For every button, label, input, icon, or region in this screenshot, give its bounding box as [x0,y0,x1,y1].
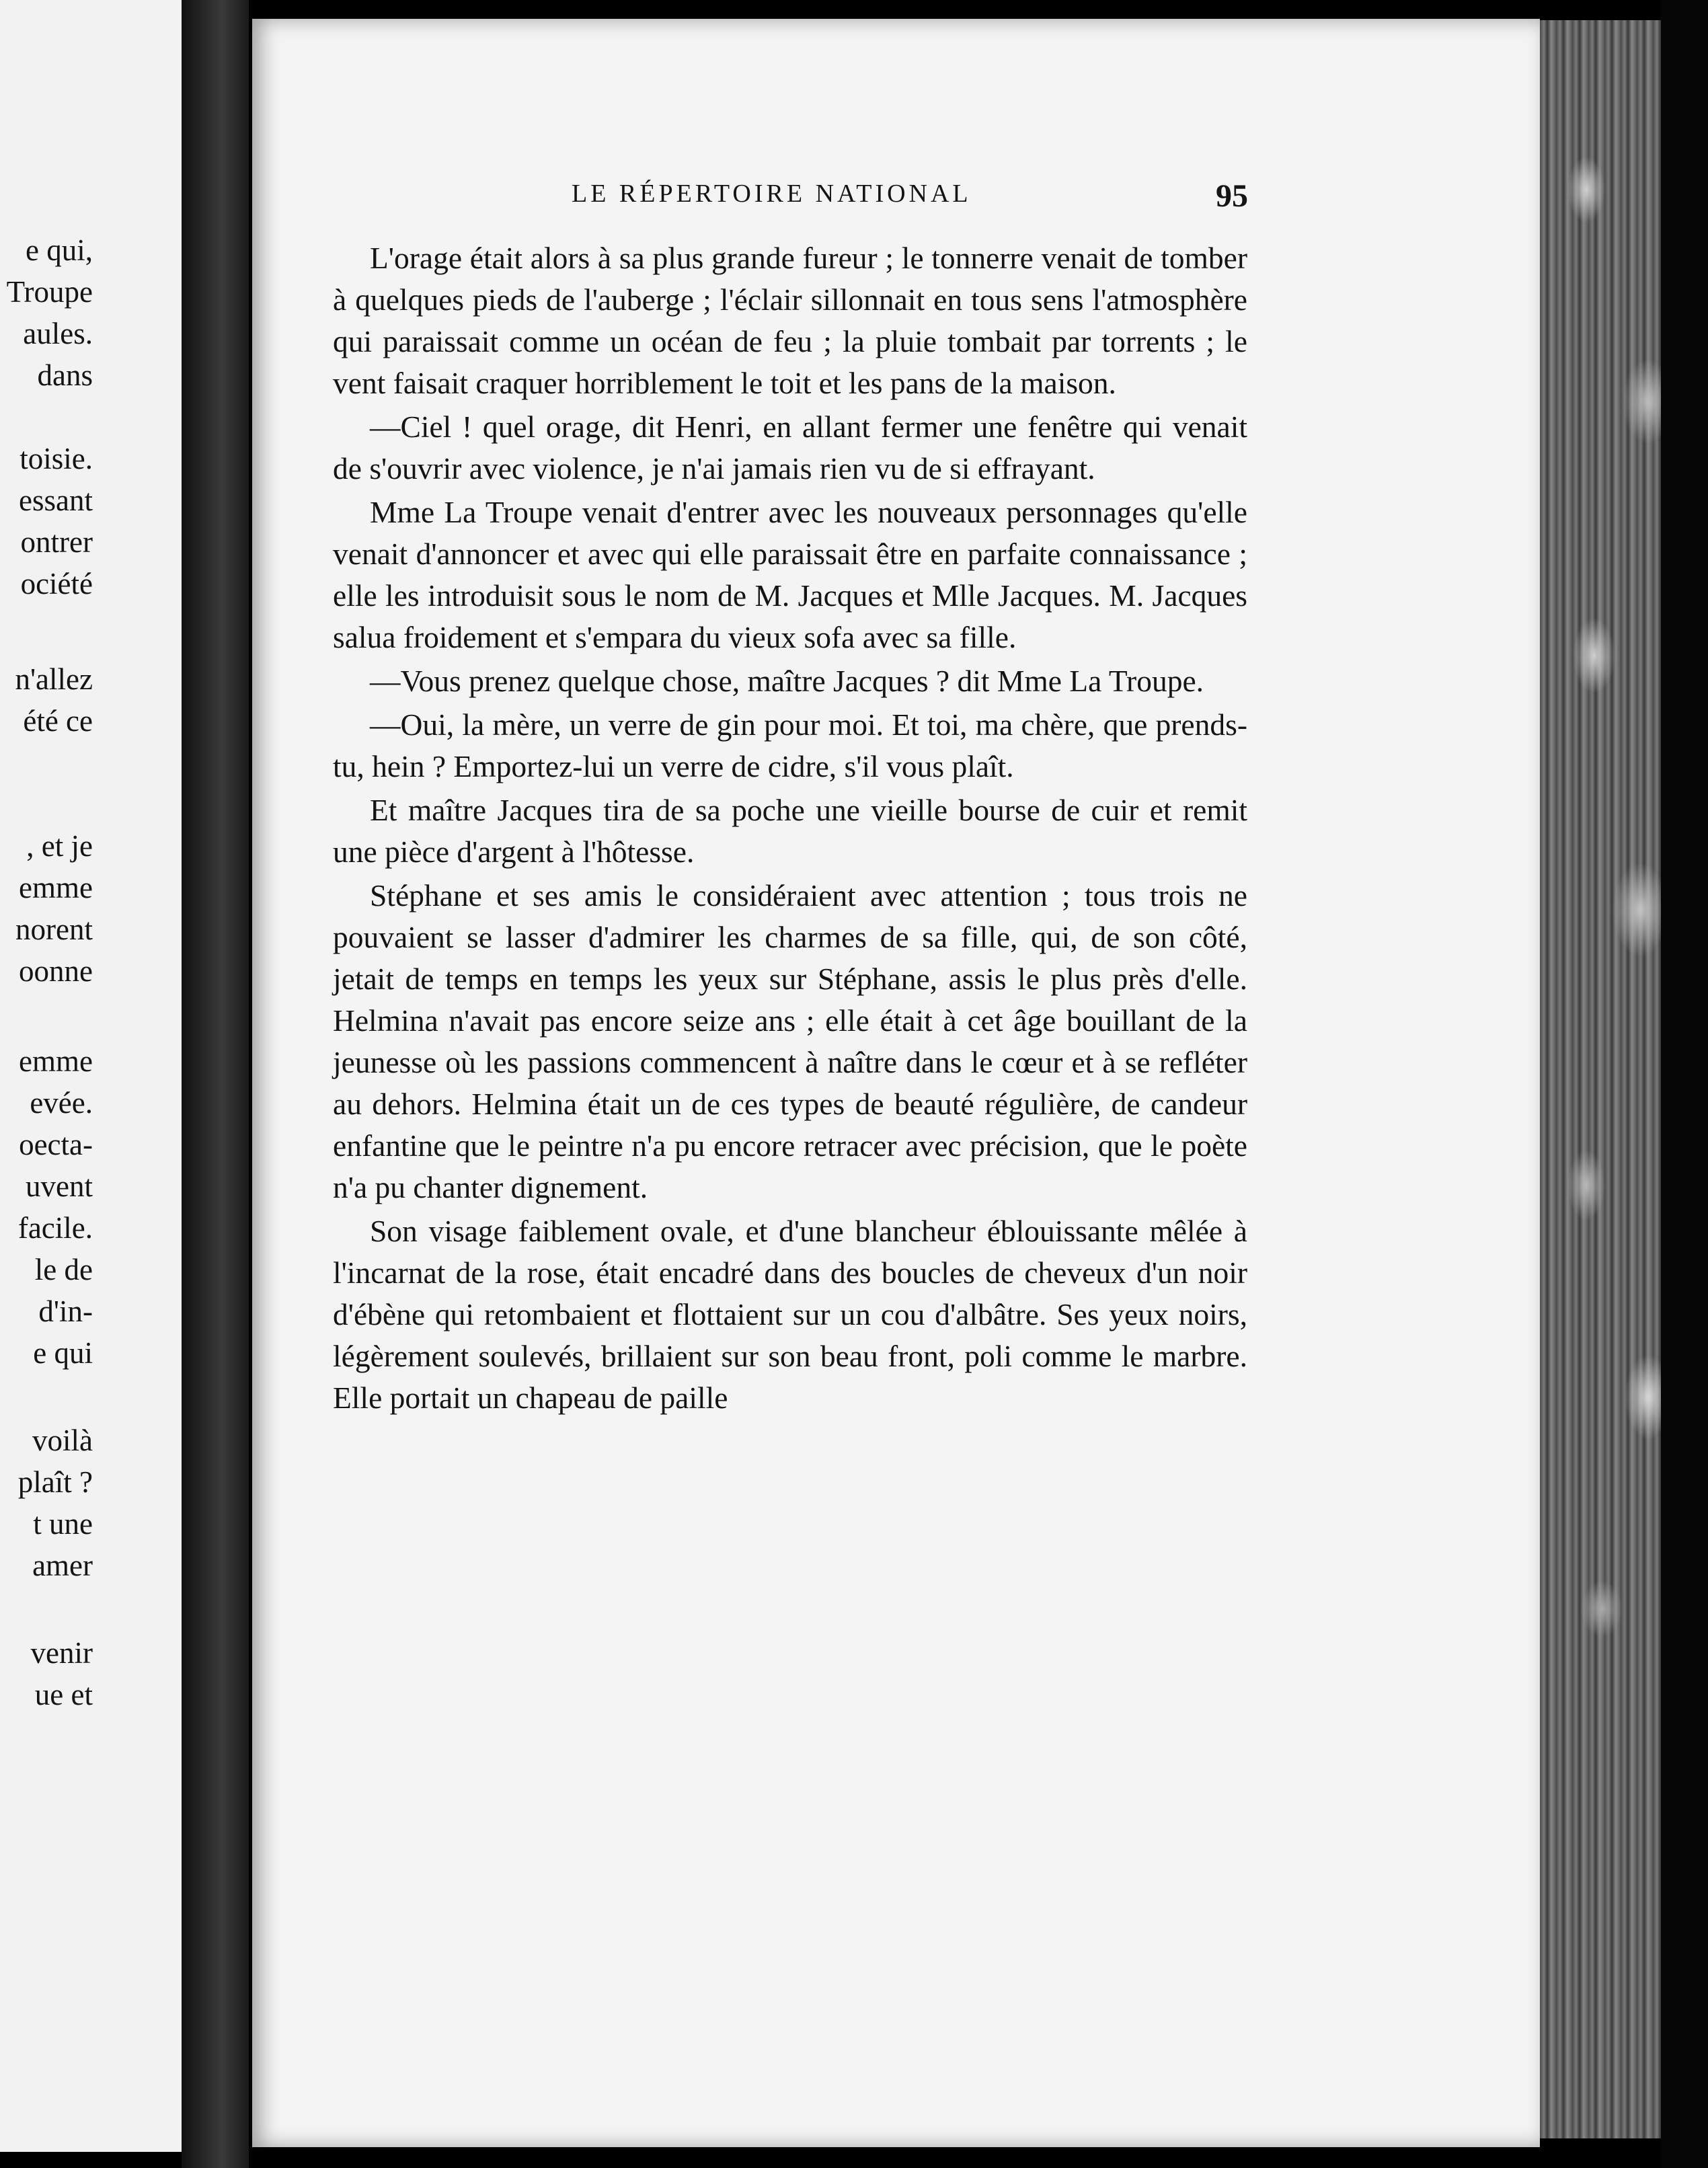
left-page-line: essant [19,483,93,517]
book-page [252,19,1540,2147]
left-page-line: plaît ? [17,1465,93,1499]
paragraph: Mme La Troupe venait d'entrer avec les nouveaux personnages qu'elle venait d'annoncer et avec qui elle paraissait être en parfaite connaissance ; elle les introduisit sous le nom de M. Jacques et Mlle Jacques. M. Jacques salua froidement et s'empara du vieux sofa avec sa fille. [333,495,1247,654]
left-page-line: e qui [33,1336,93,1370]
left-page-line: emme [19,1044,93,1078]
left-page-line: ociété [20,567,93,601]
left-page-line: e qui, [26,233,93,267]
paragraph: Et maître Jacques tira de sa poche une vieille bourse de cuir et remit une pièce d'argent à l'hôtesse. [333,793,1247,869]
left-page-line: n'allez [15,662,93,696]
book-gutter [182,0,249,2168]
scan-border [1661,0,1708,2168]
left-page-line: uvent [26,1169,93,1203]
left-page-line: amer [32,1549,93,1582]
left-page-line: venir [30,1636,93,1670]
page-number: 95 [1216,178,1248,214]
left-page-line: emme [19,871,93,904]
left-page-line: Troupe [6,275,93,309]
left-page-line: ue et [34,1678,93,1711]
paragraph: —Ciel ! quel orage, dit Henri, en allant fermer une fenêtre qui venait de s'ouvrir avec violence, je n'ai jamais rien vu de si effrayant. [333,410,1247,486]
left-page-line: norent [15,913,93,946]
paragraph: Stéphane et ses amis le considéraient avec attention ; tous trois ne pouvaient se lasser d'admirer les charmes de sa fille, qui, de son côté, jetait de temps en temps les yeux sur Stéphane, assis le plus près d'elle. Helmina n'avait pas encore seize ans ; elle était à cet âge bouillant de la jeunesse où les passions commencent à naître dans le cœur et à se refléter au dehors. Helmina était un de ces types de beauté régulière, de candeur enfantine que le peintre n'a pu encore retracer avec précision, que le poète n'a pu chanter dignement. [333,878,1247,1204]
left-page-line: dans [37,358,93,392]
left-page-line: oonne [19,954,93,988]
left-page-line: ontrer [20,525,93,559]
paragraph: —Oui, la mère, un verre de gin pour moi. Et toi, ma chère, que prends-tu, hein ? Emportez-lui un verre de cidre, s'il vous plaît. [333,707,1247,783]
left-page-line: evée. [30,1086,93,1120]
left-page-line: t une [33,1507,93,1541]
left-page-line: toisie. [20,442,93,475]
left-page-line: oecta- [19,1128,93,1161]
running-title: LE RÉPERTOIRE NATIONAL [572,180,972,208]
left-page-line: , et je [26,829,93,863]
left-page-line: facile. [17,1211,93,1245]
left-page-line: d'in- [38,1294,93,1328]
left-page-line: été ce [23,704,93,738]
left-page-line: le de [34,1253,93,1286]
left-facing-page [0,0,182,2152]
body-text [333,237,1247,1419]
paragraph: —Vous prenez quelque chose, maître Jacques ? dit Mme La Troupe. [370,664,1204,698]
paragraph: L'orage était alors à sa plus grande fureur ; le tonnerre venait de tomber à quelques pieds de l'auberge ; l'éclair sillonnait en tous sens l'atmosphère qui paraissait comme un océan de feu ; la pluie tombait par torrents ; le vent faisait craquer horriblement le toit et les pans de la maison. [333,241,1247,400]
paragraph: Son visage faiblement ovale, et d'une blancheur éblouissante mêlée à l'incarnat de la rose, était encadré dans des boucles de cheveux d'un noir d'ébène qui retombaient et flottaient sur un cou d'albâtre. Ses yeux noirs, légèrement soulevés, brillaient sur son beau front, poli comme le marbre. Elle portait un chapeau de paille [333,1214,1247,1415]
left-page-line: aules. [23,317,93,350]
left-page-line: voilà [32,1424,93,1457]
